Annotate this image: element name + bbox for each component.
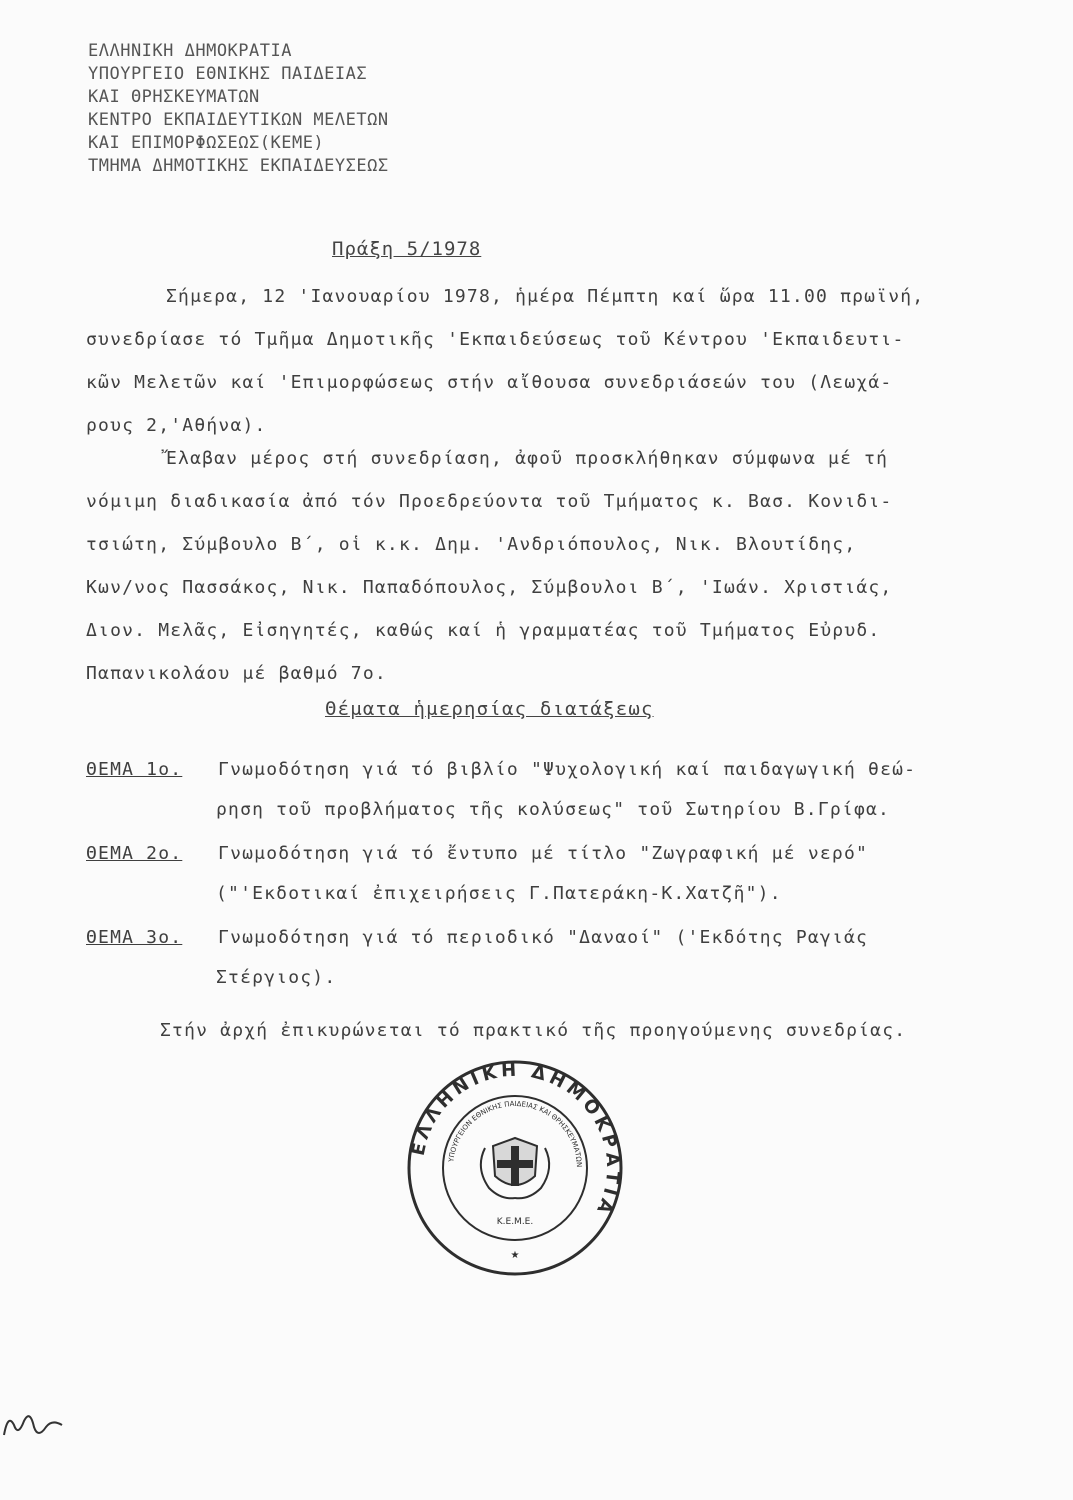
letterhead-line-2: ΥΠΟΥΡΓΕΙΟ ΕΘΝΙΚΗΣ ΠΑΙΔΕΙΑΣ	[88, 64, 368, 84]
topic-text: Στέργιος).	[216, 967, 337, 988]
paragraph-line: Παπανικολάου μέ βαθμό 7ο.	[86, 663, 387, 684]
paragraph-line: Κων/νος Πασσάκος, Νικ. Παπαδόπουλος, Σύμβουλοι Β΄, 'Ιωάν. Χριστιάς,	[86, 577, 893, 598]
letterhead-line-3: ΚΑΙ ΘΡΗΣΚΕΥΜΑΤΩΝ	[88, 87, 260, 107]
document-title: Πράξη 5/1978	[332, 238, 482, 260]
star-icon: ★	[510, 1250, 520, 1261]
letterhead-line-1: ΕΛΛΗΝΙΚΗ ΔΗΜΟΚΡΑΤΙΑ	[88, 41, 292, 61]
closing-statement: Στήν ἀρχή ἐπικυρώνεται τό πρακτικό τῆς προηγούμενης συνεδρίας.	[160, 1020, 907, 1041]
topic-text: ρηση τοῦ προβλήματος τῆς κολύσεως" τοῦ Σωτηρίου Β.Γρίφα.	[216, 799, 891, 820]
topic-text: Γνωμοδότηση γιά τό περιοδικό "Δαναοί" ('Εκδότης Ραγιάς	[218, 927, 869, 948]
letterhead-line-6: ΤΜΗΜΑ ΔΗΜΟΤΙΚΗΣ ΕΚΠΑΙΔΕΥΣΕΩΣ	[88, 156, 389, 176]
seal-bottom-text: Κ.Ε.Μ.Ε.	[496, 1217, 534, 1227]
paragraph-line: τσιώτη, Σύμβουλο Β΄, οἱ κ.κ. Δημ. 'Ανδριόπουλος, Νικ. Βλουτίδης,	[86, 534, 857, 555]
agenda-topic-2	[86, 834, 868, 914]
letterhead	[88, 40, 389, 178]
paragraph-line: κῶν Μελετῶν καί 'Επιμορφώσεως στήν αἴθουσα συνεδριάσεών του (Λεωχά-	[86, 372, 893, 393]
agenda-topic-3	[86, 918, 868, 998]
topic-label: ΘΕΜΑ 1ο.	[86, 759, 183, 780]
paragraph-line: Διον. Μελᾶς, Εἰσηγητές, καθώς καί ἡ γραμματέας τοῦ Τμήματος Εὐρυδ.	[86, 620, 881, 641]
paragraph-line: νόμιμη διαδικασία ἀπό τόν Προεδρεύοντα τοῦ Τμήματος κ. Βασ. Κονιδι-	[86, 491, 893, 512]
topic-text: Γνωμοδότηση γιά τό βιβλίο "Ψυχολογική καί παιδαγωγική θεώ-	[218, 759, 917, 780]
topic-text: Γνωμοδότηση γιά τό ἔντυπο μέ τίτλο "Ζωγραφική μέ νερό"	[218, 843, 869, 864]
handwritten-mark	[0, 1405, 70, 1445]
topic-label: ΘΕΜΑ 2ο.	[86, 843, 183, 864]
paragraph-line: συνεδρίασε τό Τμῆμα Δημοτικῆς 'Εκπαιδεύσεως τοῦ Κέντρου 'Εκπαιδευτι-	[86, 329, 905, 350]
letterhead-line-4: ΚΕΝΤΡΟ ΕΚΠΑΙΔΕΥΤΙΚΩΝ ΜΕΛΕΤΩΝ	[88, 110, 389, 130]
paragraph-line: Ἔλαβαν μέρος στή συνεδρίαση, ἀφοῦ προσκλήθηκαν σύμφωνα μέ τή	[166, 448, 889, 469]
official-seal-stamp	[405, 1058, 625, 1278]
agenda-topic-1	[86, 750, 916, 830]
agenda-title: Θέματα ἡμερησίας διατάξεως	[325, 698, 654, 720]
letterhead-line-5: ΚΑΙ ΕΠΙΜΟΡΦΩΣΕΩΣ(ΚΕΜΕ)	[88, 133, 325, 153]
paragraph-line: Σήμερα, 12 'Ιανουαρίου 1978, ἡμέρα Πέμπτη καί ὥρα 11.00 πρωϊνή,	[166, 286, 925, 307]
topic-text: ("'Εκδοτικαί ἐπιχειρήσεις Γ.Πατεράκη-Κ.Χατζῆ").	[216, 883, 782, 904]
seal-outer-text: ΕΛΛΗΝΙΚΗ ΔΗΜΟΚΡΑΤΙΑ	[407, 1059, 624, 1221]
coat-of-arms-icon	[481, 1138, 549, 1198]
seal-inner-text: ΥΠΟΥΡΓΕΙΟΝ ΕΘΝΙΚΗΣ ΠΑΙΔΕΙΑΣ ΚΑΙ ΘΡΗΣΚΕΥΜΑΤΩΝ	[447, 1099, 584, 1168]
topic-label: ΘΕΜΑ 3ο.	[86, 927, 183, 948]
paragraph-meeting-details	[86, 275, 1036, 447]
paragraph-attendees	[86, 437, 1036, 695]
paragraph-line: ρους 2,'Αθήνα).	[86, 415, 267, 436]
